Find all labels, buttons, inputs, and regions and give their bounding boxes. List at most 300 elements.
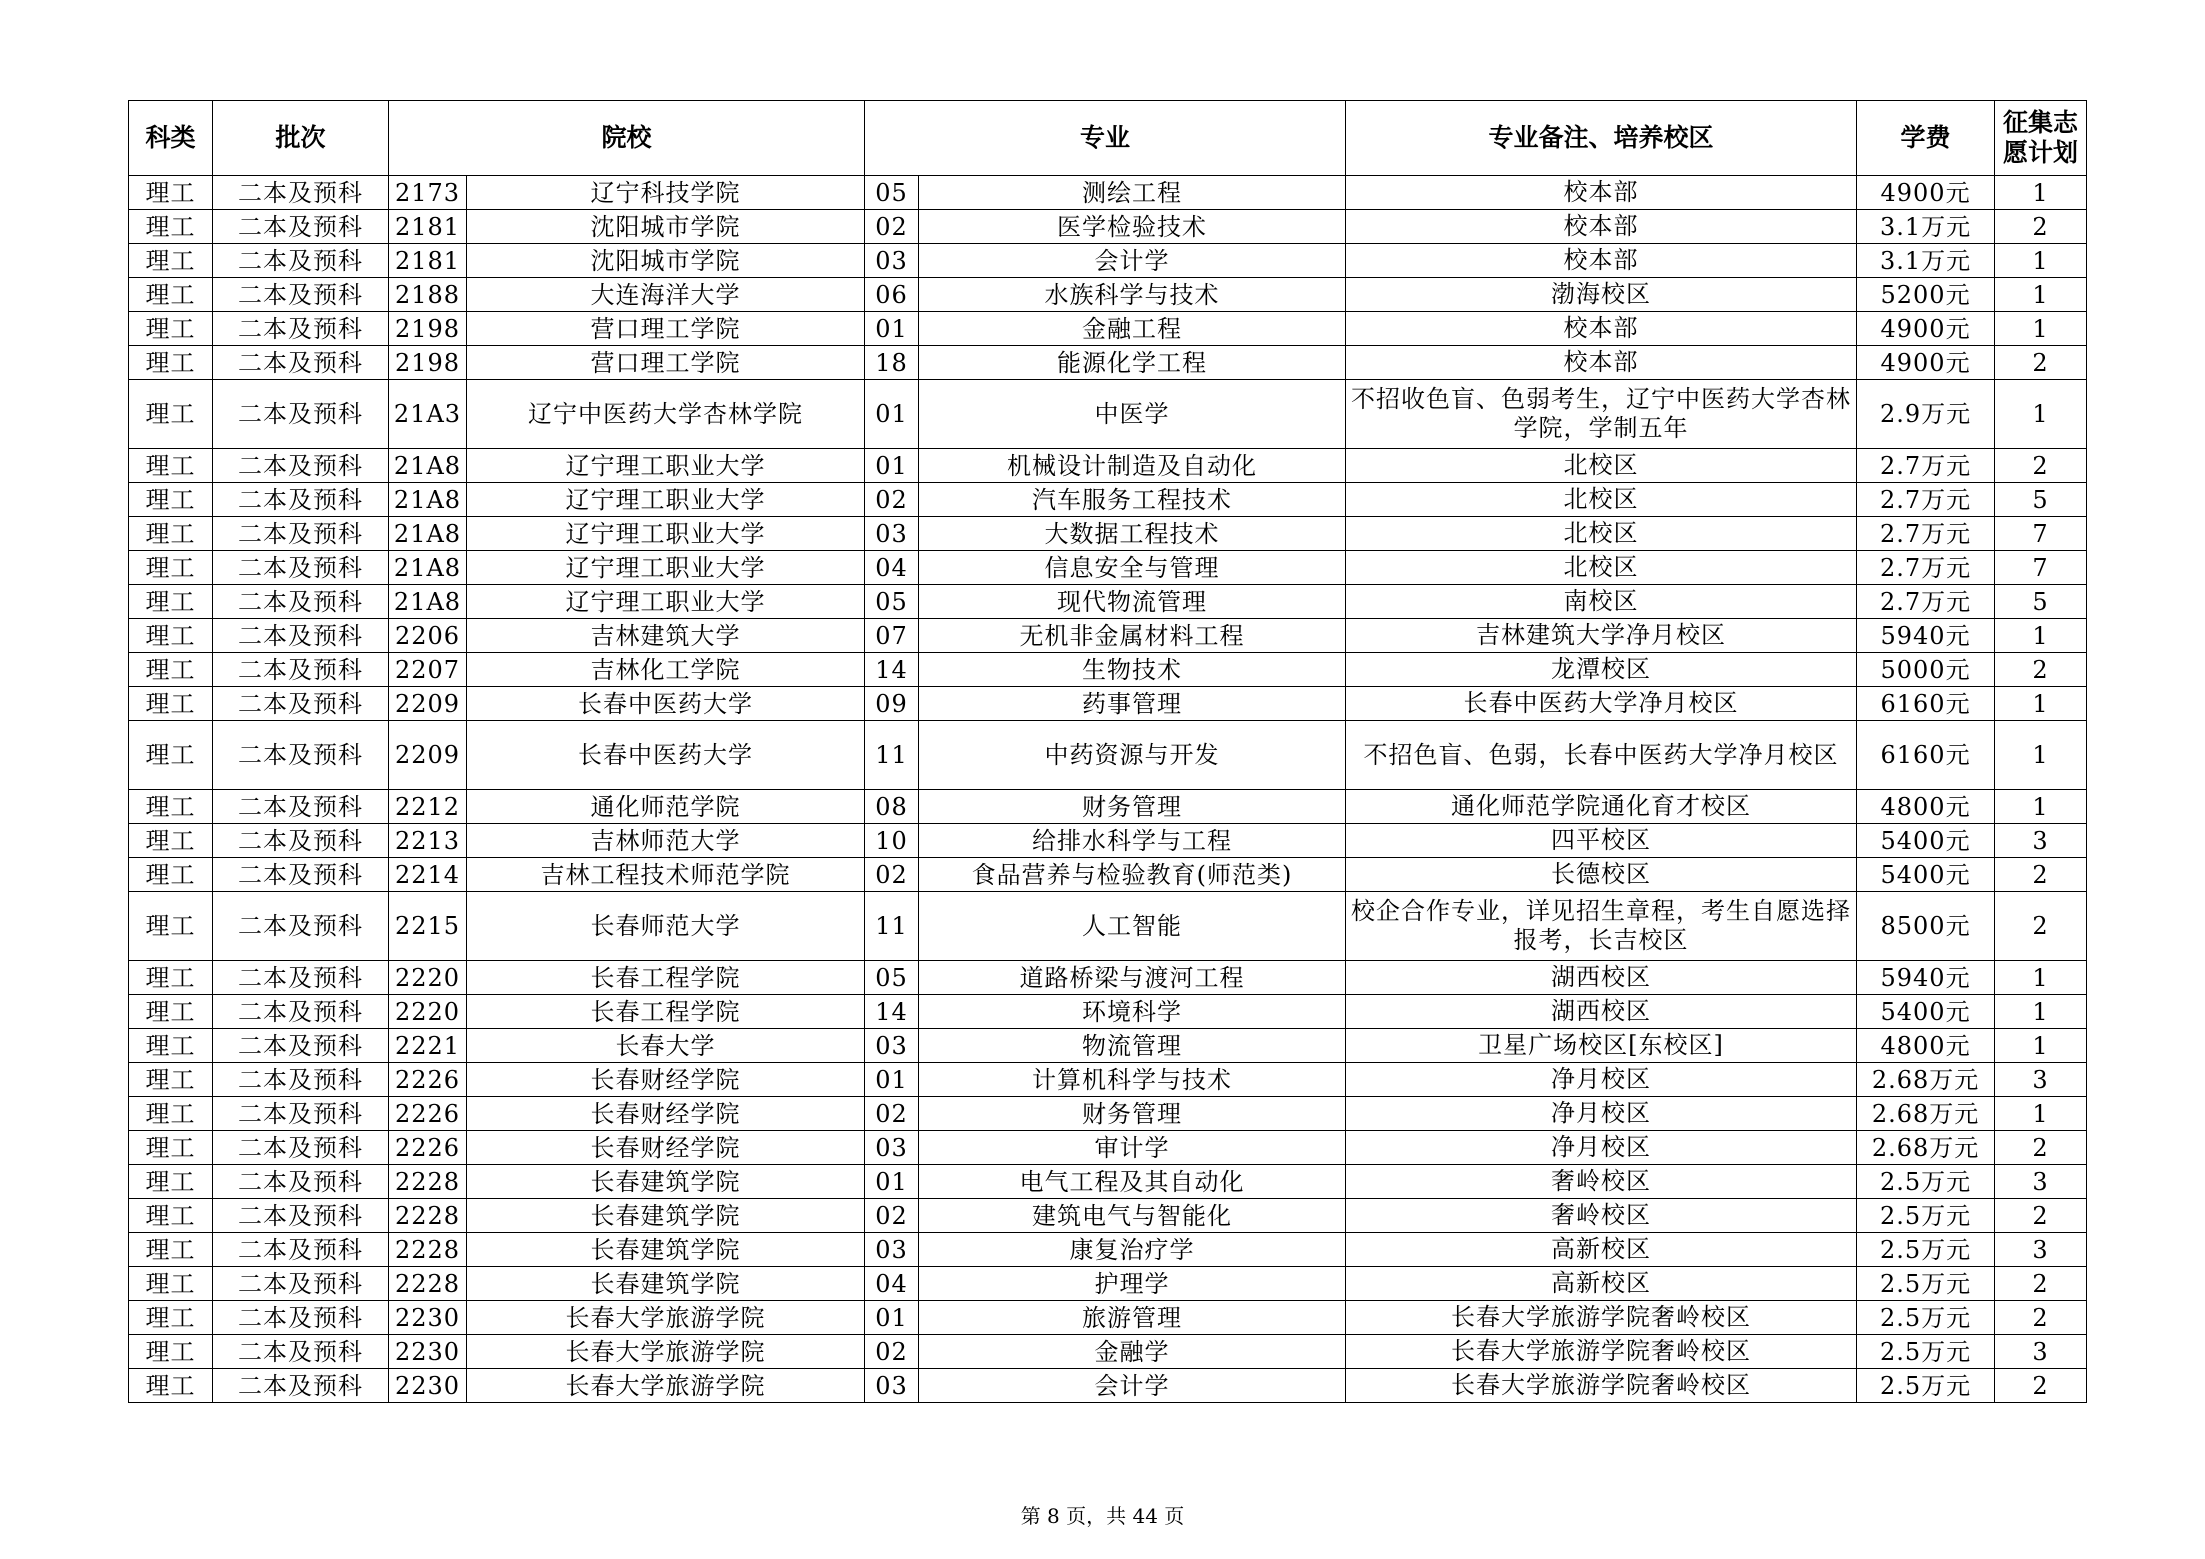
cell-category: 理工 bbox=[129, 278, 213, 312]
cell-school-name: 长春工程学院 bbox=[467, 995, 865, 1029]
cell-major-code: 03 bbox=[865, 1369, 919, 1403]
cell-major-code: 05 bbox=[865, 176, 919, 210]
cell-note: 奢岭校区 bbox=[1346, 1165, 1857, 1199]
cell-fee: 2.5万元 bbox=[1857, 1369, 1995, 1403]
cell-plan: 1 bbox=[1995, 995, 2087, 1029]
cell-batch: 二本及预科 bbox=[213, 721, 389, 790]
cell-category: 理工 bbox=[129, 721, 213, 790]
cell-fee: 2.5万元 bbox=[1857, 1335, 1995, 1369]
cell-major-name: 建筑电气与智能化 bbox=[919, 1199, 1346, 1233]
cell-fee: 2.7万元 bbox=[1857, 517, 1995, 551]
cell-major-code: 06 bbox=[865, 278, 919, 312]
cell-major-code: 07 bbox=[865, 619, 919, 653]
cell-school-code: 2207 bbox=[389, 653, 467, 687]
cell-batch: 二本及预科 bbox=[213, 1301, 389, 1335]
cell-school-name: 辽宁理工职业大学 bbox=[467, 585, 865, 619]
cell-plan: 1 bbox=[1995, 312, 2087, 346]
cell-category: 理工 bbox=[129, 517, 213, 551]
cell-fee: 6160元 bbox=[1857, 687, 1995, 721]
cell-school-name: 沈阳城市学院 bbox=[467, 210, 865, 244]
cell-batch: 二本及预科 bbox=[213, 176, 389, 210]
cell-plan: 1 bbox=[1995, 687, 2087, 721]
cell-plan: 1 bbox=[1995, 244, 2087, 278]
cell-major-code: 03 bbox=[865, 1029, 919, 1063]
header-major: 专业 bbox=[865, 101, 1346, 176]
cell-major-code: 08 bbox=[865, 790, 919, 824]
cell-category: 理工 bbox=[129, 585, 213, 619]
cell-school-code: 2226 bbox=[389, 1131, 467, 1165]
cell-category: 理工 bbox=[129, 1063, 213, 1097]
cell-category: 理工 bbox=[129, 824, 213, 858]
cell-category: 理工 bbox=[129, 619, 213, 653]
cell-note: 长春大学旅游学院奢岭校区 bbox=[1346, 1335, 1857, 1369]
cell-category: 理工 bbox=[129, 687, 213, 721]
cell-batch: 二本及预科 bbox=[213, 687, 389, 721]
cell-note: 不招色盲、色弱，长春中医药大学净月校区 bbox=[1346, 721, 1857, 790]
cell-school-name: 辽宁中医药大学杏林学院 bbox=[467, 380, 865, 449]
cell-major-code: 01 bbox=[865, 1165, 919, 1199]
header-school: 院校 bbox=[389, 101, 865, 176]
cell-category: 理工 bbox=[129, 1335, 213, 1369]
cell-plan: 3 bbox=[1995, 824, 2087, 858]
cell-note: 校本部 bbox=[1346, 210, 1857, 244]
cell-school-code: 2220 bbox=[389, 995, 467, 1029]
cell-plan: 2 bbox=[1995, 1199, 2087, 1233]
cell-major-name: 人工智能 bbox=[919, 892, 1346, 961]
cell-major-code: 11 bbox=[865, 721, 919, 790]
cell-note: 卫星广场校区[东校区] bbox=[1346, 1029, 1857, 1063]
cell-note: 北校区 bbox=[1346, 449, 1857, 483]
cell-major-name: 食品营养与检验教育(师范类) bbox=[919, 858, 1346, 892]
cell-fee: 5400元 bbox=[1857, 858, 1995, 892]
cell-school-name: 吉林建筑大学 bbox=[467, 619, 865, 653]
cell-batch: 二本及预科 bbox=[213, 653, 389, 687]
cell-school-name: 长春大学旅游学院 bbox=[467, 1369, 865, 1403]
cell-batch: 二本及预科 bbox=[213, 1029, 389, 1063]
table-row bbox=[129, 824, 2087, 858]
cell-category: 理工 bbox=[129, 1029, 213, 1063]
cell-major-name: 生物技术 bbox=[919, 653, 1346, 687]
cell-major-code: 03 bbox=[865, 1233, 919, 1267]
cell-category: 理工 bbox=[129, 1301, 213, 1335]
cell-school-name: 营口理工学院 bbox=[467, 346, 865, 380]
table-row bbox=[129, 721, 2087, 790]
cell-school-code: 2173 bbox=[389, 176, 467, 210]
cell-plan: 1 bbox=[1995, 961, 2087, 995]
cell-major-name: 汽车服务工程技术 bbox=[919, 483, 1346, 517]
cell-plan: 1 bbox=[1995, 619, 2087, 653]
cell-fee: 2.5万元 bbox=[1857, 1199, 1995, 1233]
cell-category: 理工 bbox=[129, 1233, 213, 1267]
cell-major-name: 机械设计制造及自动化 bbox=[919, 449, 1346, 483]
table-row bbox=[129, 1233, 2087, 1267]
cell-fee: 2.7万元 bbox=[1857, 449, 1995, 483]
cell-plan: 2 bbox=[1995, 210, 2087, 244]
cell-major-code: 09 bbox=[865, 687, 919, 721]
cell-fee: 5940元 bbox=[1857, 619, 1995, 653]
cell-major-name: 审计学 bbox=[919, 1131, 1346, 1165]
cell-batch: 二本及预科 bbox=[213, 790, 389, 824]
cell-category: 理工 bbox=[129, 1369, 213, 1403]
table-row bbox=[129, 380, 2087, 449]
cell-major-code: 02 bbox=[865, 483, 919, 517]
cell-school-code: 2215 bbox=[389, 892, 467, 961]
cell-school-code: 21A8 bbox=[389, 517, 467, 551]
cell-plan: 3 bbox=[1995, 1063, 2087, 1097]
cell-plan: 1 bbox=[1995, 721, 2087, 790]
cell-plan: 1 bbox=[1995, 380, 2087, 449]
cell-major-name: 水族科学与技术 bbox=[919, 278, 1346, 312]
cell-fee: 2.5万元 bbox=[1857, 1267, 1995, 1301]
cell-school-name: 吉林工程技术师范学院 bbox=[467, 858, 865, 892]
cell-category: 理工 bbox=[129, 995, 213, 1029]
cell-school-name: 沈阳城市学院 bbox=[467, 244, 865, 278]
cell-school-name: 吉林化工学院 bbox=[467, 653, 865, 687]
cell-plan: 3 bbox=[1995, 1233, 2087, 1267]
cell-batch: 二本及预科 bbox=[213, 892, 389, 961]
cell-major-code: 03 bbox=[865, 1131, 919, 1165]
cell-school-name: 长春大学 bbox=[467, 1029, 865, 1063]
cell-school-name: 长春中医药大学 bbox=[467, 721, 865, 790]
table-row bbox=[129, 585, 2087, 619]
cell-note: 长春大学旅游学院奢岭校区 bbox=[1346, 1301, 1857, 1335]
cell-note: 奢岭校区 bbox=[1346, 1199, 1857, 1233]
table-row bbox=[129, 1063, 2087, 1097]
cell-major-name: 道路桥梁与渡河工程 bbox=[919, 961, 1346, 995]
cell-school-code: 2209 bbox=[389, 721, 467, 790]
cell-major-name: 金融工程 bbox=[919, 312, 1346, 346]
cell-major-name: 物流管理 bbox=[919, 1029, 1346, 1063]
cell-note: 四平校区 bbox=[1346, 824, 1857, 858]
cell-major-name: 电气工程及其自动化 bbox=[919, 1165, 1346, 1199]
cell-school-code: 2214 bbox=[389, 858, 467, 892]
cell-school-name: 长春建筑学院 bbox=[467, 1199, 865, 1233]
cell-major-name: 中药资源与开发 bbox=[919, 721, 1346, 790]
cell-note: 吉林建筑大学净月校区 bbox=[1346, 619, 1857, 653]
cell-fee: 2.68万元 bbox=[1857, 1097, 1995, 1131]
cell-school-code: 2228 bbox=[389, 1199, 467, 1233]
cell-category: 理工 bbox=[129, 653, 213, 687]
cell-school-code: 2181 bbox=[389, 244, 467, 278]
cell-school-code: 21A8 bbox=[389, 483, 467, 517]
cell-major-name: 康复治疗学 bbox=[919, 1233, 1346, 1267]
cell-major-name: 财务管理 bbox=[919, 790, 1346, 824]
cell-major-code: 01 bbox=[865, 380, 919, 449]
cell-school-code: 2206 bbox=[389, 619, 467, 653]
cell-school-name: 长春财经学院 bbox=[467, 1063, 865, 1097]
cell-plan: 2 bbox=[1995, 1369, 2087, 1403]
cell-school-name: 辽宁理工职业大学 bbox=[467, 551, 865, 585]
cell-school-name: 大连海洋大学 bbox=[467, 278, 865, 312]
cell-plan: 1 bbox=[1995, 1029, 2087, 1063]
cell-major-code: 01 bbox=[865, 449, 919, 483]
cell-fee: 2.7万元 bbox=[1857, 585, 1995, 619]
cell-category: 理工 bbox=[129, 483, 213, 517]
cell-note: 北校区 bbox=[1346, 483, 1857, 517]
table-row bbox=[129, 961, 2087, 995]
cell-major-code: 02 bbox=[865, 1097, 919, 1131]
table-row bbox=[129, 1165, 2087, 1199]
cell-batch: 二本及预科 bbox=[213, 1267, 389, 1301]
cell-category: 理工 bbox=[129, 1131, 213, 1165]
cell-school-code: 21A8 bbox=[389, 551, 467, 585]
cell-school-name: 辽宁理工职业大学 bbox=[467, 449, 865, 483]
cell-plan: 2 bbox=[1995, 1267, 2087, 1301]
cell-note: 湖西校区 bbox=[1346, 995, 1857, 1029]
cell-batch: 二本及预科 bbox=[213, 858, 389, 892]
cell-batch: 二本及预科 bbox=[213, 824, 389, 858]
table-row bbox=[129, 1267, 2087, 1301]
cell-batch: 二本及预科 bbox=[213, 517, 389, 551]
cell-major-code: 10 bbox=[865, 824, 919, 858]
cell-note: 高新校区 bbox=[1346, 1233, 1857, 1267]
table-row bbox=[129, 210, 2087, 244]
cell-note: 北校区 bbox=[1346, 517, 1857, 551]
cell-category: 理工 bbox=[129, 1097, 213, 1131]
cell-major-name: 财务管理 bbox=[919, 1097, 1346, 1131]
table-row bbox=[129, 892, 2087, 961]
cell-school-code: 2228 bbox=[389, 1233, 467, 1267]
cell-major-name: 大数据工程技术 bbox=[919, 517, 1346, 551]
cell-school-code: 2228 bbox=[389, 1267, 467, 1301]
header-batch: 批次 bbox=[213, 101, 389, 176]
cell-major-name: 环境科学 bbox=[919, 995, 1346, 1029]
cell-major-code: 04 bbox=[865, 551, 919, 585]
cell-school-name: 通化师范学院 bbox=[467, 790, 865, 824]
cell-major-name: 给排水科学与工程 bbox=[919, 824, 1346, 858]
cell-major-code: 03 bbox=[865, 517, 919, 551]
cell-major-code: 14 bbox=[865, 995, 919, 1029]
page-number: 第 8 页，共 44 页 bbox=[1020, 1504, 1185, 1528]
cell-batch: 二本及预科 bbox=[213, 619, 389, 653]
cell-category: 理工 bbox=[129, 892, 213, 961]
table-row bbox=[129, 483, 2087, 517]
cell-school-name: 长春中医药大学 bbox=[467, 687, 865, 721]
cell-fee: 4900元 bbox=[1857, 312, 1995, 346]
cell-fee: 6160元 bbox=[1857, 721, 1995, 790]
cell-school-name: 辽宁理工职业大学 bbox=[467, 517, 865, 551]
cell-fee: 2.5万元 bbox=[1857, 1165, 1995, 1199]
cell-fee: 2.7万元 bbox=[1857, 551, 1995, 585]
cell-note: 校本部 bbox=[1346, 244, 1857, 278]
cell-fee: 3.1万元 bbox=[1857, 210, 1995, 244]
cell-fee: 2.9万元 bbox=[1857, 380, 1995, 449]
cell-batch: 二本及预科 bbox=[213, 1233, 389, 1267]
cell-plan: 2 bbox=[1995, 653, 2087, 687]
cell-batch: 二本及预科 bbox=[213, 1199, 389, 1233]
cell-major-name: 护理学 bbox=[919, 1267, 1346, 1301]
cell-school-code: 2198 bbox=[389, 312, 467, 346]
cell-school-code: 2188 bbox=[389, 278, 467, 312]
cell-batch: 二本及预科 bbox=[213, 449, 389, 483]
cell-school-code: 21A8 bbox=[389, 449, 467, 483]
cell-category: 理工 bbox=[129, 346, 213, 380]
cell-note: 校企合作专业，详见招生章程，考生自愿选择报考，长吉校区 bbox=[1346, 892, 1857, 961]
table-row bbox=[129, 858, 2087, 892]
cell-major-code: 14 bbox=[865, 653, 919, 687]
cell-major-code: 02 bbox=[865, 858, 919, 892]
cell-category: 理工 bbox=[129, 449, 213, 483]
table-row bbox=[129, 1029, 2087, 1063]
cell-school-code: 2212 bbox=[389, 790, 467, 824]
table-row bbox=[129, 244, 2087, 278]
cell-school-name: 长春财经学院 bbox=[467, 1097, 865, 1131]
cell-plan: 5 bbox=[1995, 483, 2087, 517]
cell-plan: 2 bbox=[1995, 892, 2087, 961]
table-row bbox=[129, 1097, 2087, 1131]
cell-note: 长德校区 bbox=[1346, 858, 1857, 892]
cell-school-name: 长春师范大学 bbox=[467, 892, 865, 961]
cell-fee: 5400元 bbox=[1857, 995, 1995, 1029]
cell-major-name: 中医学 bbox=[919, 380, 1346, 449]
cell-school-code: 2181 bbox=[389, 210, 467, 244]
cell-plan: 1 bbox=[1995, 278, 2087, 312]
cell-major-name: 测绘工程 bbox=[919, 176, 1346, 210]
cell-school-name: 营口理工学院 bbox=[467, 312, 865, 346]
cell-school-code: 2226 bbox=[389, 1063, 467, 1097]
cell-school-name: 长春大学旅游学院 bbox=[467, 1301, 865, 1335]
cell-major-code: 01 bbox=[865, 1063, 919, 1097]
cell-batch: 二本及预科 bbox=[213, 551, 389, 585]
cell-major-name: 医学检验技术 bbox=[919, 210, 1346, 244]
cell-school-code: 2198 bbox=[389, 346, 467, 380]
cell-fee: 5400元 bbox=[1857, 824, 1995, 858]
cell-category: 理工 bbox=[129, 1267, 213, 1301]
table-body bbox=[129, 176, 2087, 1403]
cell-category: 理工 bbox=[129, 176, 213, 210]
header-category: 科类 bbox=[129, 101, 213, 176]
cell-major-code: 02 bbox=[865, 1199, 919, 1233]
table-row bbox=[129, 790, 2087, 824]
cell-fee: 5000元 bbox=[1857, 653, 1995, 687]
cell-school-code: 21A3 bbox=[389, 380, 467, 449]
table-row bbox=[129, 1369, 2087, 1403]
cell-major-code: 03 bbox=[865, 244, 919, 278]
cell-plan: 3 bbox=[1995, 1335, 2087, 1369]
cell-school-name: 长春工程学院 bbox=[467, 961, 865, 995]
cell-major-code: 01 bbox=[865, 312, 919, 346]
table-row bbox=[129, 346, 2087, 380]
cell-fee: 2.5万元 bbox=[1857, 1233, 1995, 1267]
table-row bbox=[129, 653, 2087, 687]
cell-category: 理工 bbox=[129, 244, 213, 278]
table-row bbox=[129, 449, 2087, 483]
cell-category: 理工 bbox=[129, 551, 213, 585]
cell-note: 高新校区 bbox=[1346, 1267, 1857, 1301]
cell-school-code: 2209 bbox=[389, 687, 467, 721]
cell-fee: 5200元 bbox=[1857, 278, 1995, 312]
cell-batch: 二本及预科 bbox=[213, 346, 389, 380]
cell-note: 不招收色盲、色弱考生，辽宁中医药大学杏林学院，学制五年 bbox=[1346, 380, 1857, 449]
cell-note: 校本部 bbox=[1346, 346, 1857, 380]
cell-major-name: 现代物流管理 bbox=[919, 585, 1346, 619]
cell-note: 龙潭校区 bbox=[1346, 653, 1857, 687]
cell-school-name: 长春财经学院 bbox=[467, 1131, 865, 1165]
cell-fee: 2.68万元 bbox=[1857, 1131, 1995, 1165]
cell-school-name: 长春建筑学院 bbox=[467, 1165, 865, 1199]
cell-category: 理工 bbox=[129, 790, 213, 824]
cell-batch: 二本及预科 bbox=[213, 995, 389, 1029]
cell-note: 南校区 bbox=[1346, 585, 1857, 619]
cell-major-code: 05 bbox=[865, 585, 919, 619]
cell-school-code: 2226 bbox=[389, 1097, 467, 1131]
cell-fee: 4800元 bbox=[1857, 790, 1995, 824]
cell-fee: 2.7万元 bbox=[1857, 483, 1995, 517]
cell-school-code: 2220 bbox=[389, 961, 467, 995]
cell-major-code: 02 bbox=[865, 1335, 919, 1369]
cell-batch: 二本及预科 bbox=[213, 312, 389, 346]
cell-note: 校本部 bbox=[1346, 312, 1857, 346]
cell-note: 渤海校区 bbox=[1346, 278, 1857, 312]
cell-category: 理工 bbox=[129, 1165, 213, 1199]
cell-school-name: 长春建筑学院 bbox=[467, 1233, 865, 1267]
table-row bbox=[129, 1335, 2087, 1369]
cell-fee: 4900元 bbox=[1857, 346, 1995, 380]
cell-major-code: 02 bbox=[865, 210, 919, 244]
cell-plan: 5 bbox=[1995, 585, 2087, 619]
cell-school-name: 辽宁科技学院 bbox=[467, 176, 865, 210]
cell-fee: 4800元 bbox=[1857, 1029, 1995, 1063]
cell-batch: 二本及预科 bbox=[213, 244, 389, 278]
cell-school-name: 长春大学旅游学院 bbox=[467, 1335, 865, 1369]
table-row bbox=[129, 1301, 2087, 1335]
cell-major-code: 04 bbox=[865, 1267, 919, 1301]
header-note: 专业备注、培养校区 bbox=[1346, 101, 1857, 176]
admission-table bbox=[128, 100, 2087, 1403]
cell-note: 湖西校区 bbox=[1346, 961, 1857, 995]
cell-batch: 二本及预科 bbox=[213, 585, 389, 619]
header-fee: 学费 bbox=[1857, 101, 1995, 176]
cell-school-name: 辽宁理工职业大学 bbox=[467, 483, 865, 517]
cell-major-name: 旅游管理 bbox=[919, 1301, 1346, 1335]
cell-major-name: 计算机科学与技术 bbox=[919, 1063, 1346, 1097]
cell-category: 理工 bbox=[129, 858, 213, 892]
cell-major-name: 信息安全与管理 bbox=[919, 551, 1346, 585]
cell-note: 净月校区 bbox=[1346, 1131, 1857, 1165]
cell-batch: 二本及预科 bbox=[213, 1063, 389, 1097]
cell-school-name: 长春建筑学院 bbox=[467, 1267, 865, 1301]
cell-fee: 8500元 bbox=[1857, 892, 1995, 961]
cell-category: 理工 bbox=[129, 961, 213, 995]
cell-major-code: 01 bbox=[865, 1301, 919, 1335]
cell-category: 理工 bbox=[129, 1199, 213, 1233]
cell-note: 通化师范学院通化育才校区 bbox=[1346, 790, 1857, 824]
cell-major-code: 11 bbox=[865, 892, 919, 961]
cell-batch: 二本及预科 bbox=[213, 1335, 389, 1369]
cell-school-code: 2230 bbox=[389, 1335, 467, 1369]
cell-plan: 7 bbox=[1995, 517, 2087, 551]
cell-batch: 二本及预科 bbox=[213, 483, 389, 517]
cell-batch: 二本及预科 bbox=[213, 961, 389, 995]
cell-plan: 3 bbox=[1995, 1165, 2087, 1199]
table-row bbox=[129, 687, 2087, 721]
cell-note: 长春中医药大学净月校区 bbox=[1346, 687, 1857, 721]
cell-school-code: 2228 bbox=[389, 1165, 467, 1199]
table-row bbox=[129, 517, 2087, 551]
cell-note: 净月校区 bbox=[1346, 1063, 1857, 1097]
table-row bbox=[129, 176, 2087, 210]
header-plan: 征集志愿计划 bbox=[1995, 101, 2087, 176]
table-header-row bbox=[129, 101, 2087, 176]
cell-plan: 2 bbox=[1995, 1131, 2087, 1165]
cell-major-name: 会计学 bbox=[919, 1369, 1346, 1403]
table-row bbox=[129, 312, 2087, 346]
cell-category: 理工 bbox=[129, 210, 213, 244]
cell-plan: 1 bbox=[1995, 1097, 2087, 1131]
cell-batch: 二本及预科 bbox=[213, 278, 389, 312]
cell-batch: 二本及预科 bbox=[213, 1131, 389, 1165]
cell-plan: 2 bbox=[1995, 1301, 2087, 1335]
